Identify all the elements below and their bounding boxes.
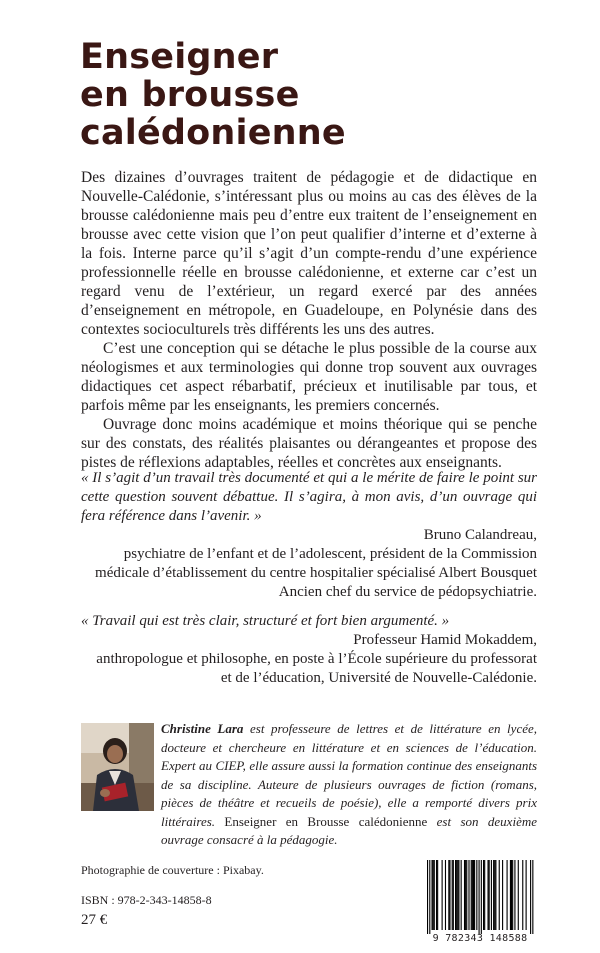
title-line-1: Enseigner bbox=[80, 37, 279, 77]
quote-author bbox=[81, 526, 537, 602]
barcode-bar bbox=[502, 860, 503, 930]
description-paragraph: Des dizaines d’ouvrages traitent de pédagogie et de didactique en Nouvelle-Calédonie, s’intéressant plus ou moins au cas des élèves de la brousse calédonienne mais peu d’entre eux traitent de l’enseignement en brousse avec cette vision que l’on peut qualifier d’interne et d’externe à la fois. Interne parce qu’il s’agit d’un compte-rendu d’une expérience professionnelle réelle en brousse calédonienne, et externe car c’est un regard venu de l’extérieur, un regard exercé par des années d’enseignement en métropole, en Guadeloupe, en Polynésie dans des contextes socioculturels très différents les uns des autres. bbox=[81, 169, 537, 338]
title-line-3: calédonienne bbox=[80, 113, 346, 153]
barcode-bar bbox=[532, 860, 533, 934]
bio-book-title: Enseigner en Brousse calédonienne bbox=[224, 813, 428, 829]
author-name: Christine Lara bbox=[161, 721, 244, 736]
barcode-bar bbox=[514, 860, 515, 930]
quote-author-title: Ancien chef du service de pédopsychiatrie. bbox=[278, 584, 537, 600]
barcode-bar bbox=[464, 860, 465, 930]
barcode-bar bbox=[456, 860, 457, 930]
barcode-bar bbox=[468, 860, 469, 930]
barcode-bar bbox=[433, 860, 434, 930]
barcode-bar bbox=[530, 860, 531, 934]
quote-text: « Il s’agit d’un travail très documenté et qui a le mérite de faire le point sur cette question souvent débattue. Il s’agira, à mon avis, d’un ouvrage qui fera référence dans l’avenir. » bbox=[81, 470, 537, 524]
quote-author-title: anthropologue et philosophe, en poste à l’École supérieure du professorat bbox=[96, 651, 537, 667]
barcode-bar bbox=[491, 860, 492, 930]
barcode-bar bbox=[499, 860, 500, 930]
barcode-bar bbox=[518, 860, 519, 930]
barcode-bar bbox=[473, 860, 474, 930]
barcode-bar bbox=[445, 860, 446, 930]
barcode-bar bbox=[436, 860, 437, 930]
barcode-bar bbox=[461, 860, 462, 930]
barcode-bar bbox=[495, 860, 496, 930]
quote-text: « Travail qui est très clair, structuré et fort bien argumenté. » bbox=[81, 613, 450, 629]
barcode-bar bbox=[427, 860, 428, 934]
barcode-bar bbox=[431, 860, 432, 930]
quote-author-title: médicale d’établissement du centre hospitalier spécialisé Albert Bousquet bbox=[95, 565, 537, 581]
barcode-bar bbox=[512, 860, 513, 930]
book-description bbox=[81, 168, 537, 472]
isbn: ISBN : 978-2-343-14858-8 bbox=[81, 893, 212, 907]
barcode-bar bbox=[452, 860, 453, 930]
barcode-bar bbox=[449, 860, 450, 930]
barcode-bar bbox=[483, 860, 484, 930]
barcode-bar bbox=[466, 860, 467, 930]
barcode-bar bbox=[455, 860, 456, 930]
barcode-bar bbox=[471, 860, 472, 930]
barcode-bar bbox=[479, 860, 480, 934]
barcode-bar bbox=[429, 860, 430, 934]
quote-author-name: Professeur Hamid Mokaddem, bbox=[353, 632, 537, 648]
barcode-bar bbox=[457, 860, 458, 930]
barcode-bar bbox=[511, 860, 512, 930]
description-paragraph: C’est une conception qui se détache le plus possible de la course aux néologismes et aux terminologies qui donne trop souvent aux ouvrages didactiques cet aspect rébarbatif, précieux et inutilisable par tous, et parfois même par les enseignants, les premiers concernés. bbox=[81, 340, 537, 414]
barcode bbox=[424, 858, 536, 950]
title-line-2: en brousse bbox=[80, 75, 300, 115]
barcode-bar bbox=[453, 860, 454, 930]
quote-author-title: et de l’éducation, Université de Nouvelle-Calédonie. bbox=[220, 670, 537, 686]
review-quote-1 bbox=[81, 469, 537, 602]
author-bio-text: est professeure de lettres et de littérature en lycée, docteure et chercheure en littérature et en sciences de l’éducation. Expert au CIEP, elle assure aussi la formation continue des enseignants de sa discipline. Auteure de plusieurs ouvrages de fiction (romans, pièces de théâtre et recueils de poésie), elle a remporté divers prix littéraires. bbox=[161, 721, 537, 829]
author-photo bbox=[81, 723, 154, 811]
description-paragraph: Ouvrage donc moins académique et moins théorique qui se penche sur des constats, des réalités plaisantes ou dérangeantes et propose des pistes de réflexions adaptables, réelles et concrètes aux enseignants. bbox=[81, 416, 537, 471]
barcode-bar bbox=[448, 860, 449, 930]
barcode-bar bbox=[526, 860, 527, 930]
barcode-bar bbox=[437, 860, 438, 930]
quote-author-name: Bruno Calandreau, bbox=[423, 527, 537, 543]
barcode-bar bbox=[472, 860, 473, 930]
barcode-digits: 9 782343 148588 bbox=[432, 933, 528, 944]
barcode-bars bbox=[424, 858, 536, 934]
cover-credit: Photographie de couverture : Pixabay. bbox=[81, 863, 264, 877]
barcode-bar bbox=[458, 860, 459, 930]
barcode-bar bbox=[507, 860, 508, 930]
barcode-bar bbox=[465, 860, 466, 930]
barcode-bar bbox=[442, 860, 443, 930]
review-quote-2 bbox=[81, 612, 537, 688]
barcode-bar bbox=[522, 860, 523, 930]
author-bio-text: est son deuxième ouvrage consacré à la pédagogie. bbox=[161, 813, 537, 847]
quote-author-title: psychiatre de l’enfant et de l’adolescent, président de la Commission bbox=[123, 546, 537, 562]
barcode-bar bbox=[487, 860, 488, 930]
barcode-bar bbox=[510, 860, 511, 930]
price: 27 € bbox=[81, 912, 108, 928]
barcode-bar bbox=[493, 860, 494, 930]
barcode-bar bbox=[481, 860, 482, 934]
author-photo-image bbox=[81, 723, 154, 811]
quote-author bbox=[81, 631, 537, 688]
barcode-bar bbox=[474, 860, 475, 930]
barcode-bar bbox=[494, 860, 495, 930]
author-bio bbox=[161, 720, 537, 850]
barcode-bar bbox=[484, 860, 485, 930]
book-title bbox=[80, 38, 346, 152]
barcode-bar bbox=[489, 860, 490, 930]
barcode-bar bbox=[476, 860, 477, 930]
barcode-bar bbox=[434, 860, 435, 930]
